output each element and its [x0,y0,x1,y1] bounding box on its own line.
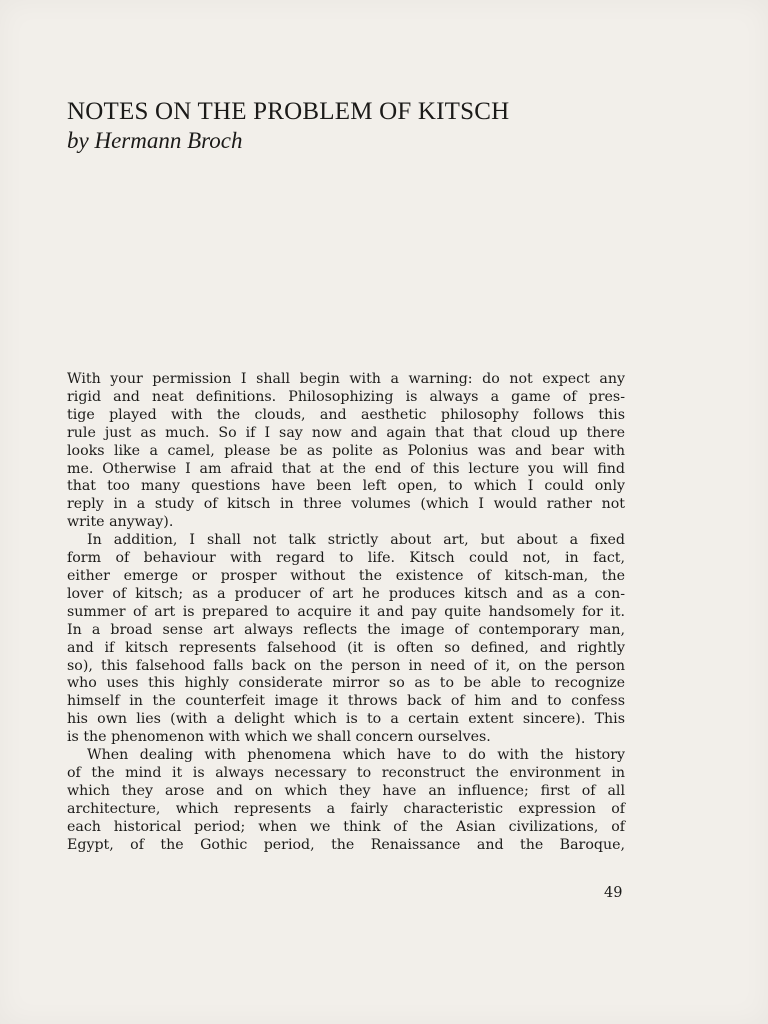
text-line: me. Otherwise I am afraid that at the end of this lecture you will find [67,460,625,477]
paragraph-3 [67,747,625,854]
text-line: so), this falsehood falls back on the person in need of it, on the person [67,657,625,674]
text-line: his own lies (with a delight which is to a certain extent sincere). This [67,711,625,728]
article-title: NOTES ON THE PROBLEM OF KITSCH [67,98,510,125]
text-line: which they arose and on which they have an influence; first of all [67,782,625,799]
text-line: of the mind it is always necessary to reconstruct the environment in [67,764,625,781]
text-line: himself in the counterfeit image it throws back of him and to confess [67,693,625,710]
page-number: 49 [604,885,623,901]
text-line: With your permission I shall begin with a warning: do not expect any [67,371,625,387]
text-line: In addition, I shall not talk strictly about art, but about a fixed [87,532,625,549]
text-line: summer of art is prepared to acquire it and pay quite handsomely for it. [67,603,625,620]
paragraph-1 [67,371,625,532]
text-line: write anyway). [67,514,174,531]
text-line: is the phenomenon with which we shall concern ourselves. [67,729,491,746]
article-body [67,371,625,854]
text-line: reply in a study of kitsch in three volumes (which I would rather not [67,496,625,513]
text-line: rule just as much. So if I say now and again that that cloud up there [67,424,625,441]
text-line: looks like a camel, please be as polite as Polonius was and bear with [67,442,625,459]
text-line: lover of kitsch; as a producer of art he produces kitsch and as a con- [67,585,625,602]
text-line: who uses this highly considerate mirror so as to be able to recognize [67,675,625,692]
text-line: When dealing with phenomena which have to do with the history [87,747,625,764]
text-line: and if kitsch represents falsehood (it is often so defined, and rightly [67,639,625,656]
text-line: either emerge or prosper without the existence of kitsch-man, the [67,567,625,584]
text-line: form of behaviour with regard to life. Kitsch could not, in fact, [67,550,625,567]
text-line: that too many questions have been left open, to which I could only [67,478,625,495]
text-line: In a broad sense art always reflects the image of contemporary man, [67,621,625,638]
text-line: Egypt, of the Gothic period, the Renaissance and the Baroque, [67,836,625,853]
text-line: tige played with the clouds, and aesthetic philosophy follows this [67,406,625,423]
paragraph-2 [67,532,625,747]
article-author: by Hermann Broch [67,128,243,153]
text-line: each historical period; when we think of the Asian civilizations, of [67,818,625,835]
text-line: architecture, which represents a fairly characteristic expression of [67,800,625,817]
text-line: rigid and neat definitions. Philosophizing is always a game of pres- [67,388,625,405]
